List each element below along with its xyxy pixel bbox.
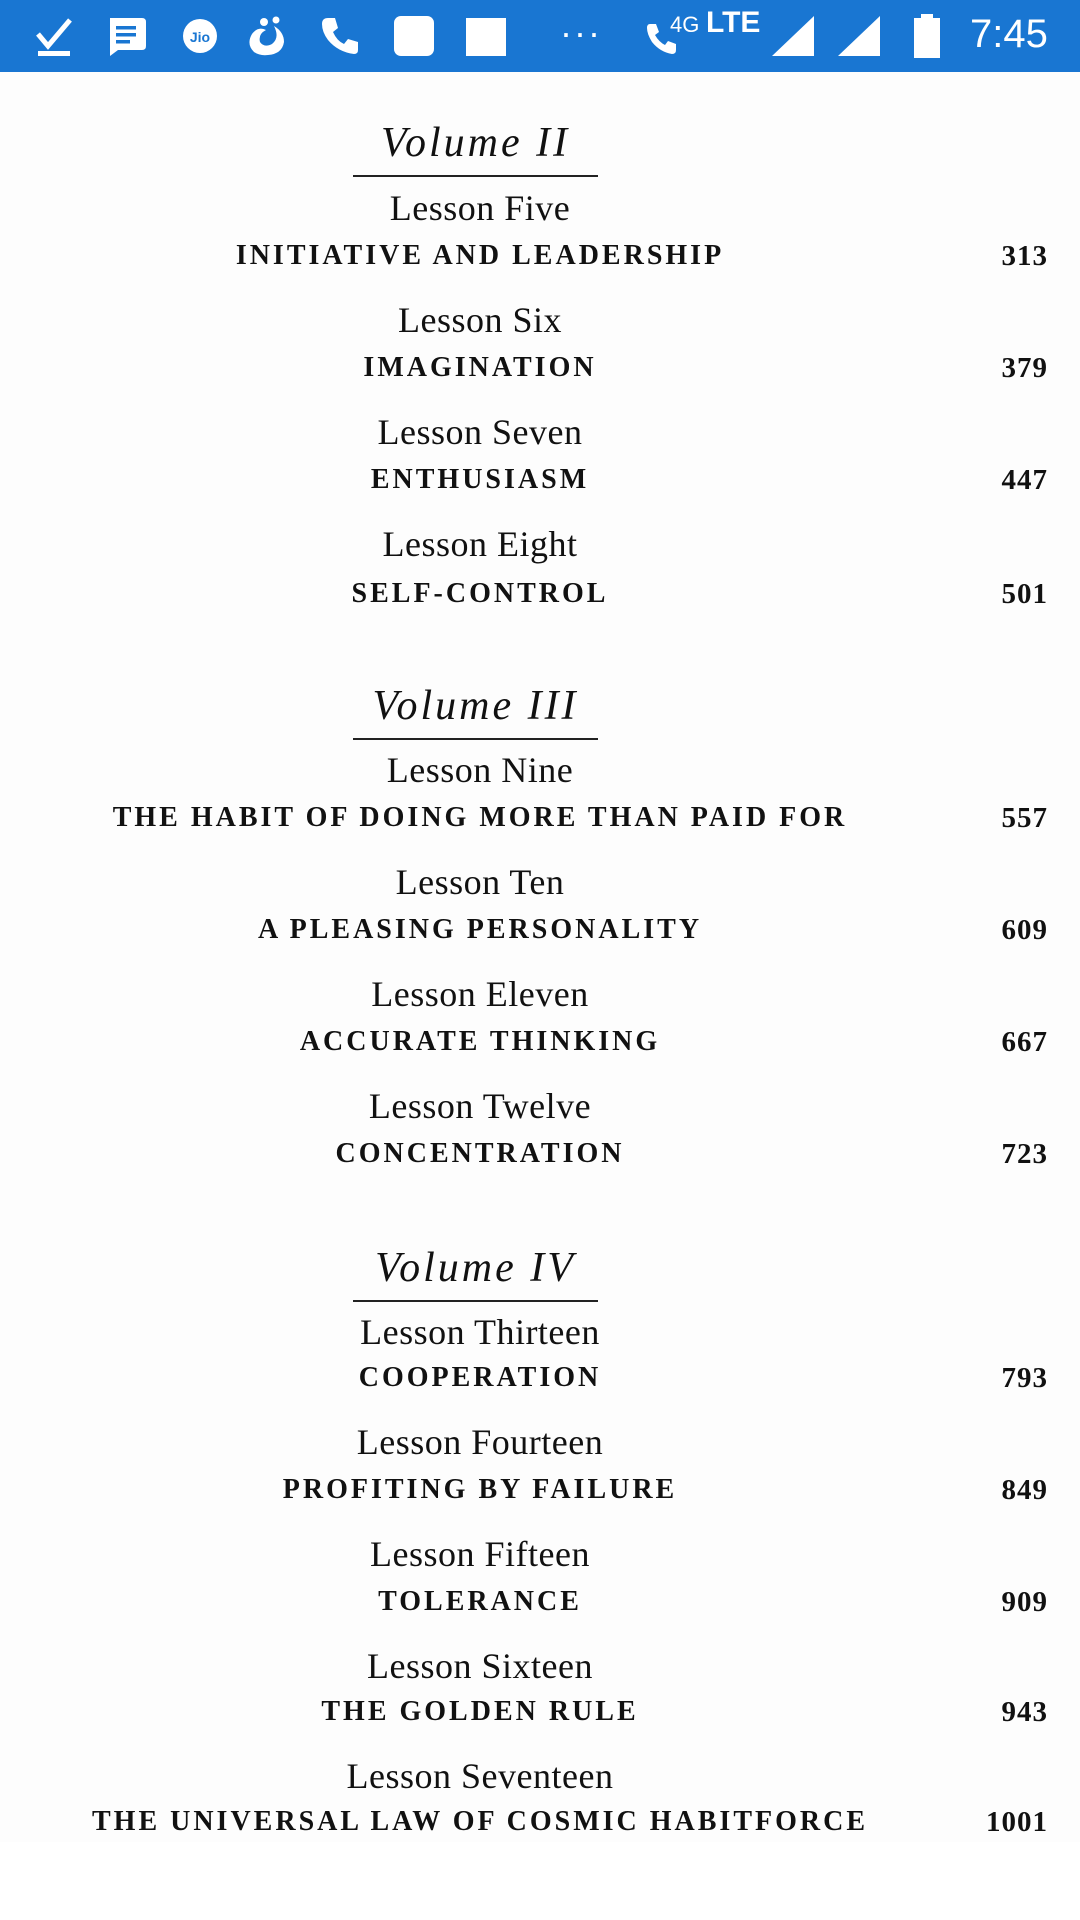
- lesson-title[interactable]: TOLERANCE: [378, 1586, 582, 1617]
- lesson-title[interactable]: ENTHUSIASM: [370, 464, 590, 495]
- overflow-indicator: ···: [560, 12, 602, 53]
- page-number: 793: [1001, 1362, 1048, 1394]
- lesson-name: Lesson Seventeen: [346, 1756, 614, 1796]
- page-number: 943: [1001, 1696, 1048, 1728]
- lesson-title[interactable]: THE HABIT OF DOING MORE THAN PAID FOR: [112, 802, 848, 833]
- lesson-title[interactable]: COOPERATION: [358, 1362, 602, 1393]
- lesson-name: Lesson Thirteen: [360, 1312, 600, 1352]
- lesson-title[interactable]: A PLEASING PERSONALITY: [257, 914, 703, 945]
- lesson-name: Lesson Ten: [395, 862, 565, 902]
- lesson-name: Lesson Seven: [377, 412, 583, 452]
- signal-icon: [836, 14, 882, 58]
- network-label: 4G: [670, 12, 700, 37]
- lesson-name: Lesson Nine: [386, 750, 574, 790]
- page-number: 379: [1001, 352, 1048, 384]
- clock: 7:45: [970, 12, 1048, 56]
- lesson-name: Lesson Eight: [382, 524, 578, 564]
- lesson-title[interactable]: CONCENTRATION: [335, 1138, 625, 1169]
- page-number: 909: [1001, 1586, 1048, 1618]
- page-number: 501: [1001, 578, 1048, 610]
- page-number: 723: [1001, 1138, 1048, 1170]
- volume-heading: Volume IV: [353, 1242, 598, 1302]
- lesson-title[interactable]: PROFITING BY FAILURE: [282, 1474, 678, 1505]
- lesson-title[interactable]: INITIATIVE AND LEADERSHIP: [235, 240, 725, 271]
- lesson-name: Lesson Fifteen: [370, 1534, 590, 1574]
- message-icon: [104, 14, 148, 58]
- lesson-name: Lesson Sixteen: [367, 1646, 593, 1686]
- network-type-label: LTE: [706, 6, 761, 39]
- check-icon: [34, 14, 74, 58]
- page-number: 1001: [986, 1806, 1048, 1838]
- book-page: [0, 72, 1080, 1842]
- page-number: 313: [1001, 240, 1048, 272]
- volume-heading: Volume II: [353, 117, 598, 177]
- status-bar: [0, 0, 1080, 72]
- lesson-name: Lesson Eleven: [371, 974, 589, 1014]
- page-number: 609: [1001, 914, 1048, 946]
- lesson-name: Lesson Five: [389, 188, 571, 228]
- signal-icon: [770, 14, 816, 58]
- jio-icon: [180, 14, 220, 58]
- page-number: 447: [1001, 464, 1048, 496]
- lesson-title[interactable]: ACCURATE THINKING: [299, 1026, 661, 1057]
- lesson-name: Lesson Twelve: [368, 1086, 592, 1126]
- lesson-title[interactable]: THE UNIVERSAL LAW OF COSMIC HABITFORCE: [91, 1806, 868, 1837]
- notification-square-icon: [466, 14, 506, 58]
- lesson-name: Lesson Six: [397, 300, 562, 340]
- page-number: 667: [1001, 1026, 1048, 1058]
- page-number: 557: [1001, 802, 1048, 834]
- lesson-title[interactable]: SELF-CONTROL: [351, 578, 609, 609]
- phone-icon: [318, 14, 362, 58]
- uc-browser-icon: [244, 14, 292, 58]
- bottom-margin: [0, 1842, 1080, 1920]
- svg-text:Jio: Jio: [189, 29, 211, 45]
- notification-square-icon: [392, 14, 436, 58]
- battery-icon: [912, 14, 942, 58]
- lesson-title[interactable]: IMAGINATION: [363, 352, 597, 383]
- lesson-title[interactable]: THE GOLDEN RULE: [321, 1696, 639, 1727]
- page-number: 849: [1001, 1474, 1048, 1506]
- lesson-name: Lesson Fourteen: [356, 1422, 604, 1462]
- volume-heading: Volume III: [353, 680, 598, 740]
